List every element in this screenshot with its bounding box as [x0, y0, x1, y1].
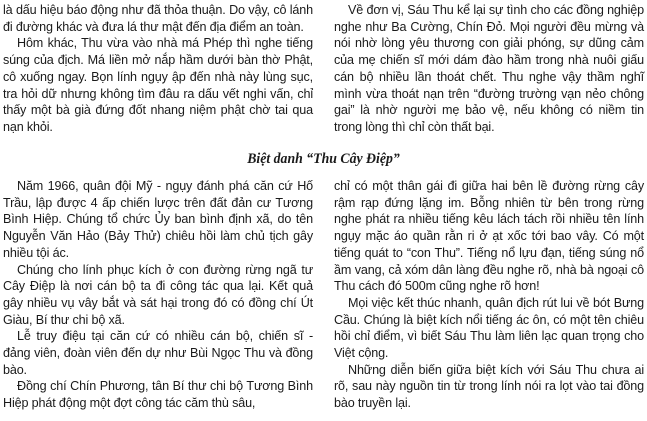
- column-left-bottom: [3, 178, 313, 412]
- paragraph: Năm 1966, quân đội Mỹ - ngụy đánh phá căn cứ Hố Trầu, lập được 4 ấp chiến lược trên đất đản cư Tương Bình Hiệp. Chúng tổ chức Ủy ban bình định xã, do tên Nguyễn Văn Hảo (Bảy Thử) chiêu hồi làm chủ tịch gây nhiều tội ác.: [3, 179, 313, 260]
- paragraph: Hôm khác, Thu vừa vào nhà má Phép thì nghe tiếng súng của địch. Má liền mở nắp hầm dưới bàn thờ Phật, cô xuống ngay. Bọn lính ngụy ập đến nhà này lùng sục, tra hỏi dữ nhưng không tìm đâu ra dấu vết nghi vấn, chỉ thấy một bà già đứng đốt nhang niệm phật chờ tai qua nạn khỏi.: [3, 36, 313, 134]
- paragraph: Chúng cho lính phục kích ở con đường rừng ngã tư Cây Điệp là nơi cán bộ ta đi công tác qua lại. Kết quả gây nhiều vụ vây bắt và sát hại trong đó có đồng chí Út Giàu, Bí thư chi bộ xã.: [3, 262, 313, 327]
- paragraph: Lễ truy điệu tại căn cứ có nhiều cán bộ, chiến sĩ - đảng viên, đoàn viên đến dự như Bùi Ngọc Thu và đồng bào.: [3, 329, 313, 377]
- column-right-bottom: [334, 178, 644, 412]
- column-left-top: [3, 2, 313, 136]
- paragraph: chỉ có một thân gái đi giữa hai bên lề đường rừng cây rậm rạp đứng lặng im. Bỗng nhiên từ bên trong rừng nghe phát ra nhiều tiếng kêu lách tách rồi nhiều tên lính ngụy mặc áo quần rằn ri ở ạt xốc tới bao vây. Có một tiếng quát to “con Thu”. Tiếng nổ lựu đạn, tiếng súng nổ ầm vang, cả xóm dân làng đều nghe rõ, nhà bà ngoại cô Thu cách đó 500m cũng nghe rõ hơn!: [334, 179, 644, 294]
- paragraph: Những diễn biến giữa biệt kích với Sáu Thu chưa ai rõ, sau này nguồn tin từ trong lính nói ra lọt vào tai đồng bào truyền lại.: [334, 362, 644, 411]
- paragraph: Về đơn vị, Sáu Thu kể lại sự tình cho các đồng nghiệp nghe như Ba Cường, Chín Đỏ. Mọi người đều mừng và nói nhờ lòng yêu thương con giải phóng, sự dũng cảm của mẹ chiến sĩ mới dám đào hầm trong nhà nuôi giấu cán bộ nhiều lần thoát chết. Thu nghe vậy thầm nghĩ mình vừa thoát nạn trên “đường trường vạn nẻo chông gai” là nhờ người mẹ bảo vệ, nếu không có niềm tin trong lòng thì chỉ còn thất bại.: [334, 3, 644, 134]
- paragraph: là dấu hiệu báo động như đã thỏa thuận. Do vậy, cô lánh đi đường khác và đưa lá thư mật đến địa điểm an toàn.: [3, 3, 313, 34]
- paragraph: Đồng chí Chín Phương, tân Bí thư chi bộ Tương Bình Hiệp phát động một đợt công tác căm thù sâu,: [3, 379, 313, 411]
- paragraph: Mọi việc kết thúc nhanh, quân địch rút lui về bót Bưng Cầu. Chúng là biệt kích nổi tiếng ác ôn, có một tên chiêu hồi chỉ điểm, vì biết Sáu Thu làm liên lạc quan trọng cho Việt cộng.: [334, 295, 644, 361]
- section-heading: Biệt danh “Thu Cây Điệp”: [247, 151, 400, 167]
- column-right-top: [334, 2, 644, 136]
